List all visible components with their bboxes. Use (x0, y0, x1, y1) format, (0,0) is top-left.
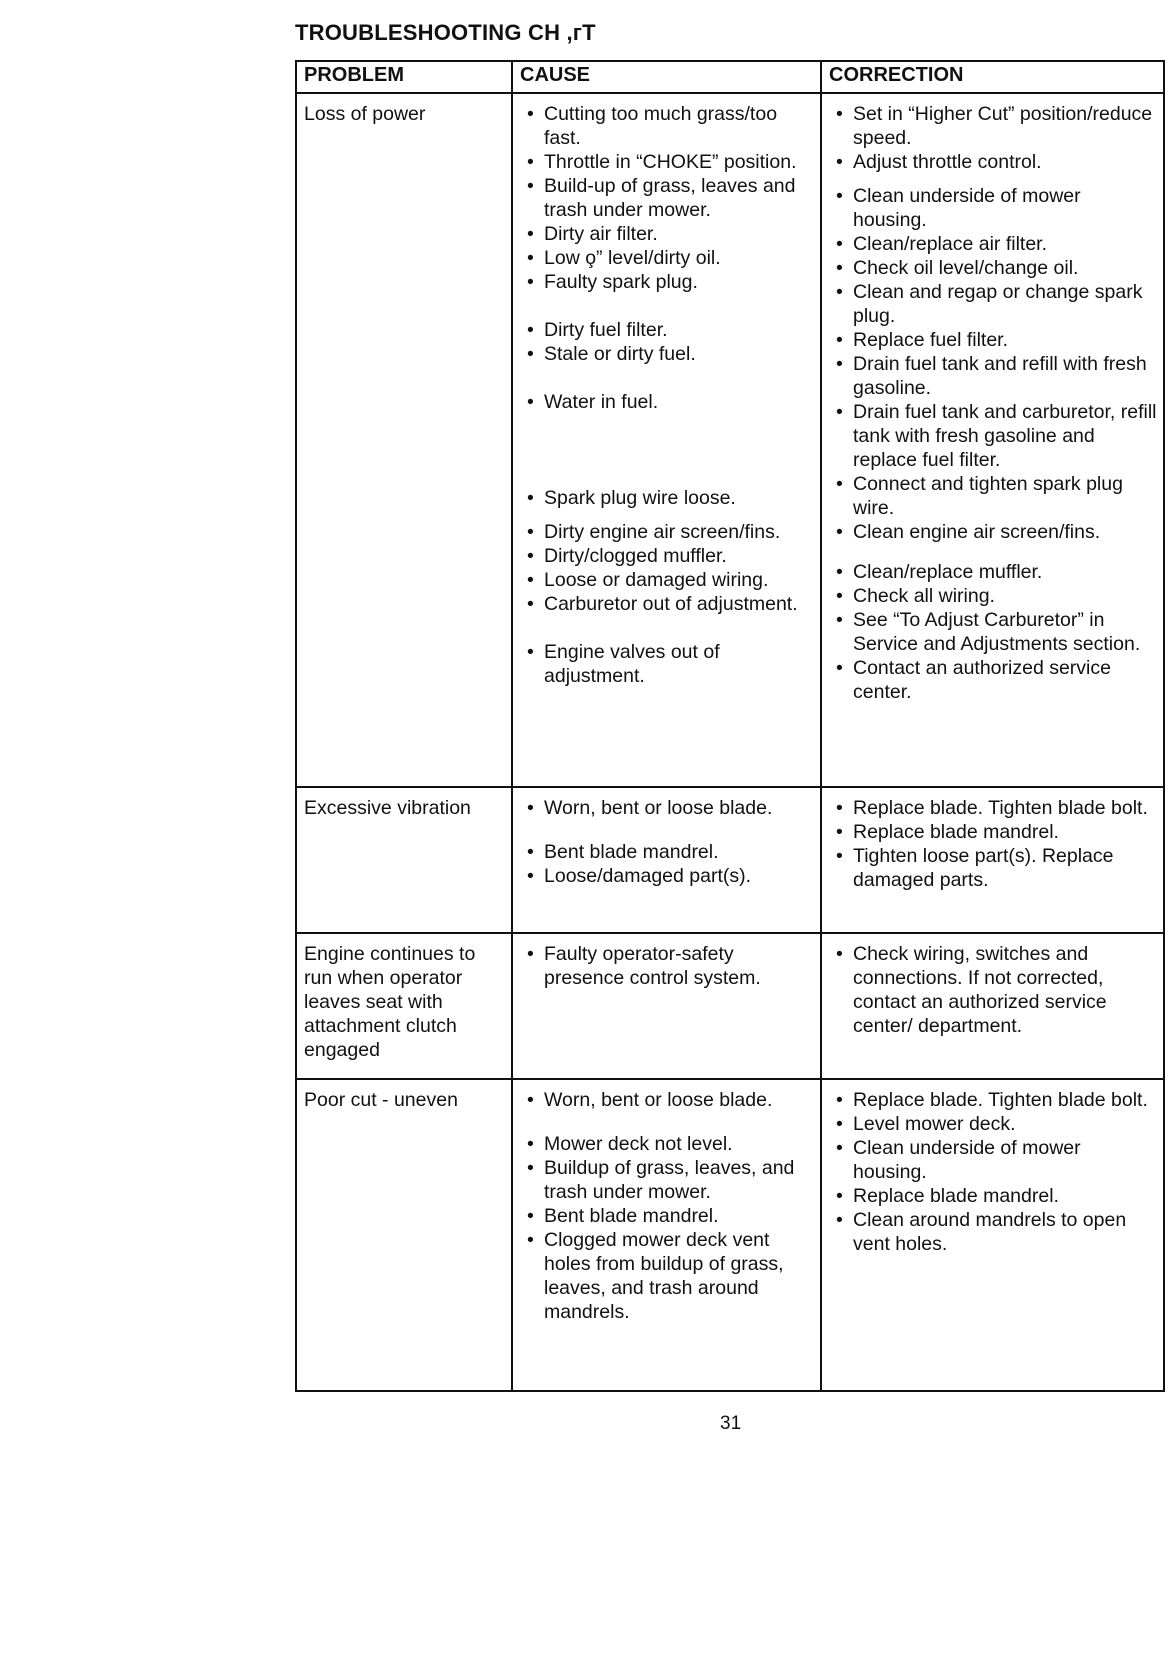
problem-cell: Loss of power (296, 93, 512, 787)
table-row (296, 93, 1164, 787)
problem-cell: Poor cut - uneven (296, 1079, 512, 1391)
correction-list (829, 102, 1157, 704)
list-item: • Engine valves out of adjustment. (520, 640, 814, 688)
list-item: • Spark plug wire loose. (520, 486, 814, 510)
correction-list (829, 942, 1157, 1038)
header-problem: PROBLEM (296, 61, 512, 93)
list-item: • Clean underside of mower housing. (829, 1136, 1157, 1184)
header-row (296, 61, 1164, 93)
list-item: • Clean and regap or change spark plug. (829, 280, 1157, 328)
list-item: • Clogged mower deck vent holes from buildup of grass, leaves, and trash around mandrels. (520, 1228, 814, 1324)
list-item: • Tighten loose part(s). Replace damaged parts. (829, 844, 1157, 892)
list-item: • Dirty fuel filter. (520, 318, 814, 342)
table-row (296, 787, 1164, 933)
list-item: • Bent blade mandrel. (520, 840, 814, 864)
list-item: • Drain fuel tank and carburetor, refill tank with fresh gasoline and replace fuel filter. (829, 400, 1157, 472)
cause-list (520, 942, 814, 990)
list-item: • Worn, bent or loose blade. (520, 1088, 814, 1112)
list-item: • Cutting too much grass/too fast. (520, 102, 814, 150)
table-row (296, 933, 1164, 1079)
list-item: • Check oil level/change oil. (829, 256, 1157, 280)
cause-cell (512, 933, 821, 1079)
correction-cell (821, 933, 1164, 1079)
list-item: • Dirty/clogged muffler. (520, 544, 814, 568)
list-item: • Faulty spark plug. (520, 270, 814, 294)
list-item: • Clean/replace muffler. (829, 560, 1157, 584)
list-item: • Set in “Higher Cut” position/reduce speed. (829, 102, 1157, 150)
list-item: • Check wiring, switches and connections. If not corrected, contact an authorized service center/ department. (829, 942, 1157, 1038)
troubleshooting-table (295, 60, 1165, 1392)
list-item: • Mower deck not level. (520, 1132, 814, 1156)
list-item: • Clean/replace air filter. (829, 232, 1157, 256)
list-item: • Contact an authorized service center. (829, 656, 1157, 704)
list-item: • Dirty air filter. (520, 222, 814, 246)
correction-cell (821, 93, 1164, 787)
chart-title: TROUBLESHOOTING CH ,гT (295, 20, 596, 45)
list-item: • Build-up of grass, leaves and trash under mower. (520, 174, 814, 222)
list-item: • Replace fuel filter. (829, 328, 1157, 352)
list-item: • Drain fuel tank and refill with fresh gasoline. (829, 352, 1157, 400)
correction-cell (821, 1079, 1164, 1391)
list-item: • Replace blade. Tighten blade bolt. (829, 796, 1157, 820)
list-item: • Replace blade. Tighten blade bolt. (829, 1088, 1157, 1112)
list-item: • Dirty engine air screen/fins. (520, 520, 814, 544)
list-item: • Low o̧” level/dirty oil. (520, 246, 814, 270)
list-item: • Replace blade mandrel. (829, 820, 1157, 844)
list-item: • Buildup of grass, leaves, and trash under mower. (520, 1156, 814, 1204)
list-item: • Carburetor out of adjustment. (520, 592, 814, 616)
problem-cell: Engine continues to run when operator leaves seat with attachment clutch engaged (296, 933, 512, 1079)
list-item: • See “To Adjust Carburetor” in Service and Adjustments section. (829, 608, 1157, 656)
cause-cell (512, 787, 821, 933)
list-item: • Check all wiring. (829, 584, 1157, 608)
list-item: • Connect and tighten spark plug wire. (829, 472, 1157, 520)
list-item: • Adjust throttle control. (829, 150, 1157, 174)
page-number: 31 (720, 1413, 742, 1434)
list-item: • Water in fuel. (520, 390, 814, 414)
problem-cell: Excessive vibration (296, 787, 512, 933)
list-item: • Faulty operator-safety presence control system. (520, 942, 814, 990)
list-item: • Clean engine air screen/fins. (829, 520, 1157, 544)
list-item: • Loose or damaged wiring. (520, 568, 814, 592)
correction-list (829, 1088, 1157, 1256)
cause-list (520, 1088, 814, 1324)
list-item: • Replace blade mandrel. (829, 1184, 1157, 1208)
header-correction: CORRECTION (821, 61, 1164, 93)
header-cause: CAUSE (512, 61, 821, 93)
cause-list (520, 102, 814, 688)
list-item: • Loose/damaged part(s). (520, 864, 814, 888)
cause-cell (512, 93, 821, 787)
list-item: • Bent blade mandrel. (520, 1204, 814, 1228)
cause-cell (512, 1079, 821, 1391)
list-item: • Clean underside of mower housing. (829, 184, 1157, 232)
correction-list (829, 796, 1157, 892)
list-item: • Worn, bent or loose blade. (520, 796, 814, 820)
cause-list (520, 796, 814, 888)
list-item: • Throttle in “CHOKE” position. (520, 150, 814, 174)
list-item: • Clean around mandrels to open vent holes. (829, 1208, 1157, 1256)
correction-cell (821, 787, 1164, 933)
list-item: • Stale or dirty fuel. (520, 342, 814, 366)
list-item: • Level mower deck. (829, 1112, 1157, 1136)
table-row (296, 1079, 1164, 1391)
